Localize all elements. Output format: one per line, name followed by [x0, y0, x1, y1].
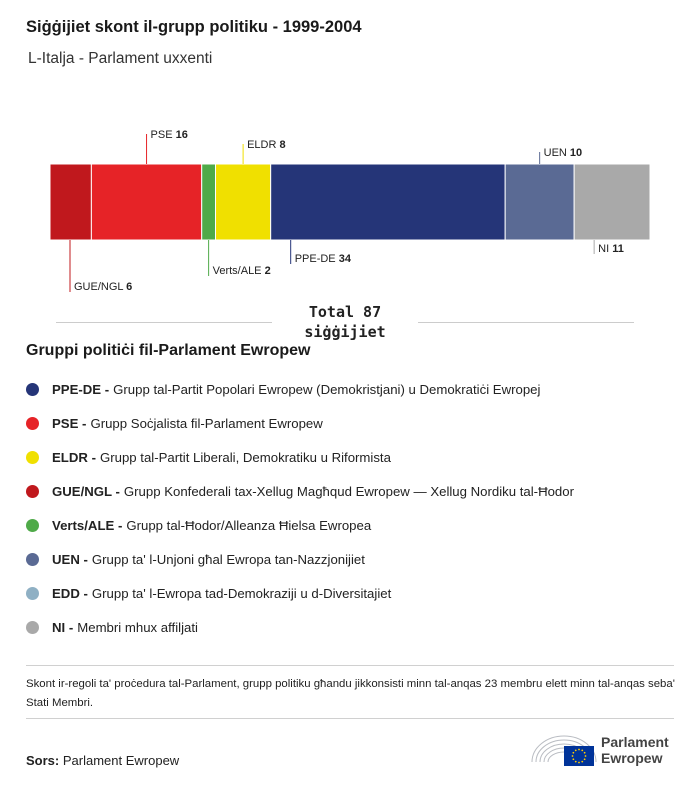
eu-star	[572, 752, 574, 754]
bar-label-value: 11	[612, 243, 624, 255]
legend-item	[26, 440, 686, 474]
bar-segment	[91, 164, 201, 240]
bar-label-category: GUE/NGL	[74, 281, 127, 293]
bar-label-value: 16	[175, 129, 188, 141]
legend-abbr: ELDR -	[52, 449, 96, 465]
eu-star	[585, 755, 587, 757]
logo-text	[601, 734, 669, 766]
bar-label	[151, 129, 188, 141]
legend-text: Grupp tal-Partit Liberali, Demokratiku u Riformista	[99, 449, 391, 465]
legend-swatch	[26, 485, 39, 498]
bar-label-value: 6	[126, 281, 133, 293]
bar-label	[213, 265, 271, 277]
legend-item	[26, 372, 686, 406]
eu-star	[584, 758, 586, 760]
bar-label-category: UEN	[543, 147, 570, 159]
bar-label	[247, 139, 286, 151]
bar-segment	[216, 164, 271, 240]
legend-item	[26, 508, 686, 542]
legend-text: Membri mhux affiljati	[77, 619, 198, 635]
legend-swatch	[26, 383, 39, 396]
legend-swatch	[26, 553, 39, 566]
bar-label-category: NI	[598, 243, 613, 255]
legend-abbr: GUE/NGL -	[52, 483, 120, 499]
logo-line2: Ewropew	[601, 750, 663, 766]
source-label: Sors:	[26, 753, 60, 768]
bar-segment	[50, 164, 91, 240]
legend-text: Grupp Soċjalista fil-Parlament Ewropew	[90, 415, 323, 431]
legend-item	[26, 542, 686, 576]
parliament-logo	[530, 728, 680, 770]
bar-label-category: PPE-DE	[294, 253, 339, 265]
eu-star	[572, 758, 574, 760]
divider-note-top	[26, 665, 674, 666]
legend-abbr: EDD -	[52, 585, 88, 601]
bar-label-value: 8	[279, 139, 286, 151]
bar-label-value: 2	[264, 265, 271, 277]
legend-abbr: UEN -	[52, 551, 88, 567]
source-line	[26, 753, 179, 768]
eu-star	[575, 761, 577, 763]
bar-segment	[202, 164, 216, 240]
bar-label-value: 34	[338, 253, 351, 265]
seat-stacked-bar-chart	[0, 110, 700, 330]
legend-text: Grupp tal-Ħodor/Alleanza Ħielsa Ewropea	[126, 517, 372, 533]
eu-star	[578, 749, 580, 751]
total-divider-right	[418, 322, 634, 323]
legend-text: Grupp Konfederali tax-Xellug Magħqud Ewropew — Xellug Nordiku tal-Ħodor	[123, 483, 574, 499]
bar-label-category: ELDR	[247, 139, 280, 151]
legend-abbr: NI -	[52, 619, 74, 635]
legend-swatch	[26, 587, 39, 600]
total-seats-unit: siġġijiet	[304, 323, 386, 341]
total-seats-label	[272, 302, 418, 342]
page-title: Siġġijiet skont il-grupp politiku - 1999-2004	[26, 18, 362, 36]
hemicycle-flag-icon	[530, 728, 598, 770]
eu-star	[578, 762, 580, 764]
legend-item	[26, 406, 686, 440]
page-subtitle: L-Italja - Parlament uxxenti	[28, 50, 213, 67]
bar-label-category: PSE	[150, 129, 176, 141]
legend-swatch	[26, 451, 39, 464]
bar-label-value: 10	[569, 147, 583, 159]
logo-line1: Parlament	[601, 734, 669, 750]
bar-segment	[271, 164, 505, 240]
bar-label	[74, 281, 132, 293]
eu-star	[581, 749, 583, 751]
legend-swatch	[26, 621, 39, 634]
divider-note-bottom	[26, 718, 674, 719]
legend-abbr: PSE -	[52, 415, 87, 431]
legend-text: Grupp ta' l-Unjoni għal Ewropa tan-Nazzjonijiet	[91, 551, 365, 567]
bar-segment	[505, 164, 574, 240]
legend-item	[26, 474, 686, 508]
legend-abbr: Verts/ALE -	[52, 517, 123, 533]
eu-star	[572, 755, 574, 757]
source-value: Parlament Ewropew	[62, 753, 180, 768]
total-divider-left	[56, 322, 272, 323]
rules-note: Skont ir-regoli ta' proċedura tal-Parlament, grupp politiku għandu jikkonsisti minn tal-anqas 23 membru elett minn tal-anqas seba' Stati Membri.	[26, 678, 675, 709]
bar-segment	[574, 164, 650, 240]
bar-label	[598, 243, 624, 255]
eu-star	[584, 752, 586, 754]
bar-label	[544, 147, 583, 159]
legend-swatch	[26, 519, 39, 532]
legend-swatch	[26, 417, 39, 430]
legend-title: Gruppi politiċi fil-Parlament Ewropew	[26, 342, 311, 359]
legend-text: Grupp tal-Partit Popolari Ewropew (Demokristjani) u Demokratiċi Ewropej	[113, 381, 541, 397]
legend-item	[26, 610, 686, 644]
legend-item	[26, 576, 686, 610]
bar-label-category: Verts/ALE	[212, 265, 265, 277]
legend	[26, 372, 686, 644]
eu-star	[581, 761, 583, 763]
bar-label	[295, 253, 352, 265]
eu-star	[575, 749, 577, 751]
total-seats-count: Total 87	[308, 303, 382, 321]
legend-text: Grupp ta' l-Ewropa tad-Demokraziji u d-Diversitajiet	[91, 585, 392, 601]
legend-abbr: PPE-DE -	[52, 381, 110, 397]
